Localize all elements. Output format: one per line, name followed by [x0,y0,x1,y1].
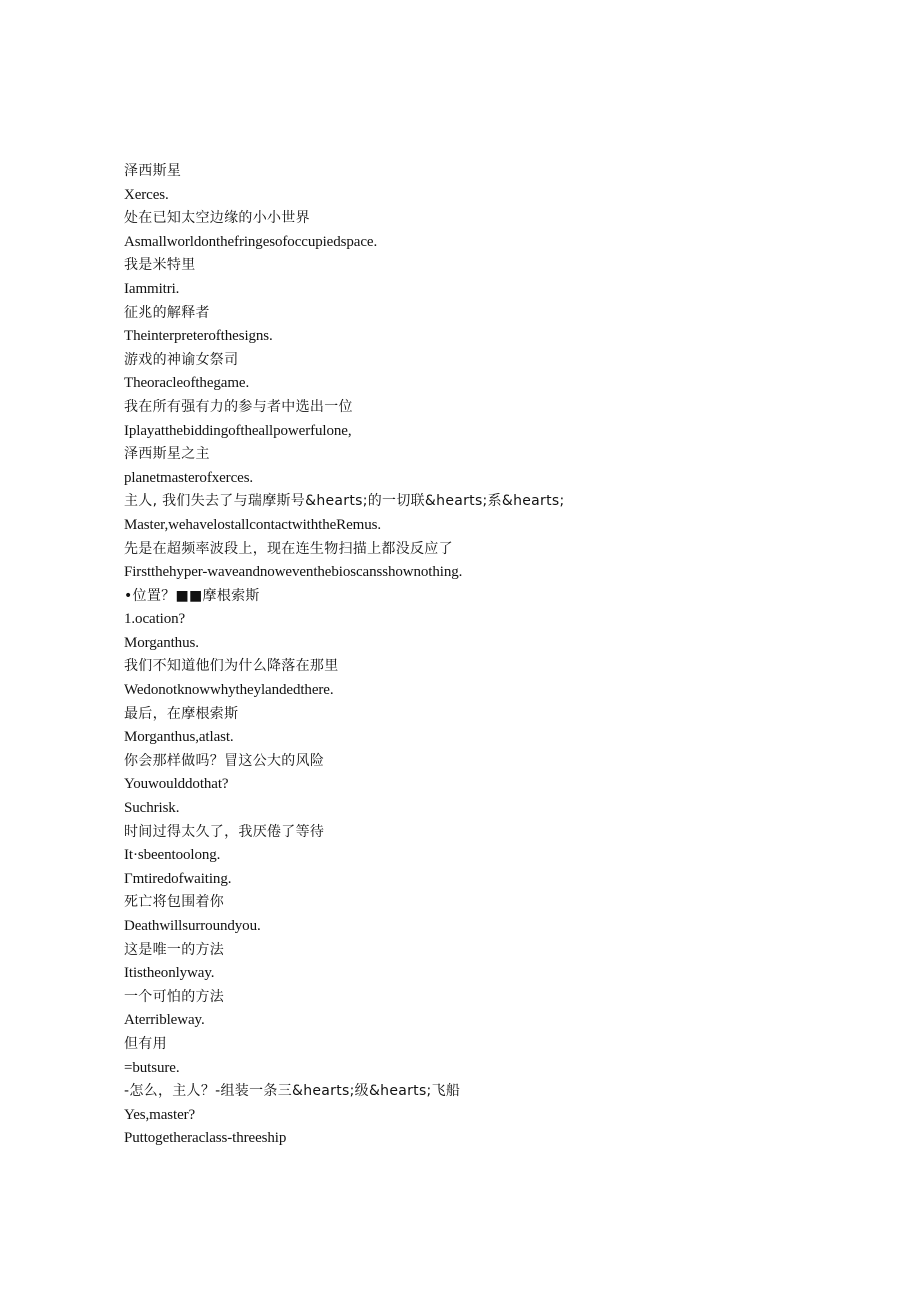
chinese-subtitle-line: •位置？■■摩根索斯 [124,587,260,604]
chinese-subtitle-line: 最后，在摩根索斯 [124,705,239,722]
english-subtitle-line: Itistheonlyway. [124,965,215,982]
chinese-subtitle-line: 一个可怕的方法 [124,988,225,1005]
english-subtitle-line: Asmallworldonthefringesofoccupiedspace. [124,233,378,250]
chinese-subtitle-line: -怎么，主人？-组装一条三&hearts;级&hearts;飞船 [124,1083,461,1100]
chinese-subtitle-line: 泽西斯星之主 [124,446,210,463]
chinese-subtitle-line: 征兆的解释者 [124,304,210,321]
english-subtitle-line: Morganthus. [124,634,199,651]
english-subtitle-line: Suchrisk. [124,800,180,817]
document-page [124,160,824,1151]
english-subtitle-line: It·sbeentoolong. [124,847,221,864]
chinese-subtitle-line: 主人, 我们失去了与瑞摩斯号&hearts;的一切联&hearts;系&hearts; [124,493,565,510]
english-subtitle-line: Youwoulddothat? [124,776,229,793]
english-subtitle-line: Xerces. [124,186,169,203]
chinese-subtitle-line: 泽西斯星 [124,163,182,179]
english-subtitle-line: Aterribleway. [124,1012,205,1029]
chinese-subtitle-line: 你会那样做吗？冒这公大的风险 [124,752,325,769]
english-subtitle-line: Γmtiredofwaiting. [124,870,232,887]
english-subtitle-line: 1.ocation? [124,611,186,628]
english-subtitle-line: Theinterpreterofthesigns. [124,328,273,345]
chinese-subtitle-line: 时间过得太久了，我厌倦了等待 [124,823,325,840]
english-subtitle-line: planetmasterofxerces. [124,469,254,486]
chinese-subtitle-line: 游戏的神谕女祭司 [124,351,239,368]
chinese-subtitle-line: 先是在超频率波段上，现在连生物扫描上都没反应了 [124,540,453,557]
english-subtitle-line: Morganthus,atlast. [124,729,234,746]
english-subtitle-line: Wedonotknowwhytheylandedthere. [124,682,334,699]
english-subtitle-line: Yes,master? [124,1106,196,1123]
chinese-subtitle-line: 这是唯一的方法 [124,941,225,958]
chinese-subtitle-line: 处在已知太空边缘的小小世界 [124,210,310,227]
english-subtitle-line: Puttogetheraclass-threeship [124,1130,287,1147]
english-subtitle-line: Iammitri. [124,280,180,297]
chinese-subtitle-line: 但有用 [124,1035,167,1052]
chinese-subtitle-line: 我们不知道他们为什么降落在那里 [124,658,339,675]
chinese-subtitle-line: 死亡将包围着你 [124,894,225,911]
english-subtitle-line: Theoracleofthegame. [124,375,250,392]
english-subtitle-line: Iplayatthebiddingoftheallpowerfulone, [124,422,352,439]
english-subtitle-line: Firstthehyper-waveandnoweventhebioscansshownothing. [124,564,463,581]
english-subtitle-line: Deathwillsurroundyou. [124,918,261,934]
chinese-subtitle-line: 我是米特里 [124,257,196,274]
chinese-subtitle-line: 我在所有强有力的参与者中选出一位 [124,398,353,415]
english-subtitle-line: Master,wehavelostallcontactwiththeRemus. [124,516,381,533]
english-subtitle-line: =butsure. [124,1059,180,1076]
